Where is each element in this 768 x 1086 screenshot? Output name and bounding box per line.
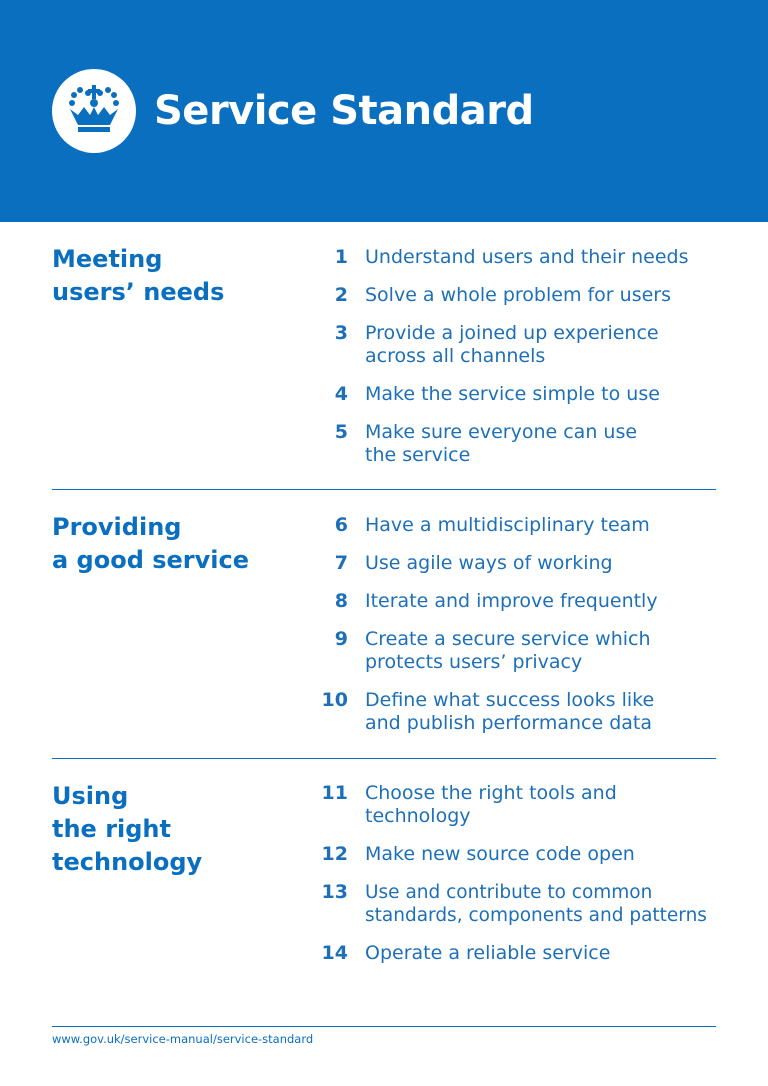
item-text: Make sure everyone can use the service (365, 421, 638, 466)
heading-line: Meeting (52, 245, 163, 273)
item-text: Solve a whole problem for users (365, 284, 671, 306)
item-text: Provide a joined up experience across all channels (365, 322, 659, 367)
item-number: 1 (334, 246, 348, 268)
divider (52, 489, 716, 490)
item-number: 2 (334, 284, 348, 306)
item-text: Understand users and their needs (365, 246, 689, 268)
item-number: 3 (334, 322, 348, 344)
heading-line: Using (52, 782, 129, 810)
item-number: 14 (321, 942, 348, 964)
standard-item (310, 628, 730, 674)
divider (52, 1026, 716, 1027)
standard-item (310, 881, 730, 927)
standard-item (310, 590, 730, 613)
crown-logo-icon (52, 69, 136, 153)
section-heading (52, 243, 282, 309)
heading-line: the right (52, 815, 171, 843)
heading-line: users’ needs (52, 278, 225, 306)
standard-item (310, 322, 730, 368)
standard-item (310, 284, 730, 307)
item-text: Make the service simple to use (365, 383, 660, 405)
item-text: Choose the right tools and technology (365, 782, 617, 827)
page-title: Service Standard (154, 88, 534, 134)
item-number: 10 (321, 689, 348, 711)
standard-item (310, 782, 730, 828)
item-text: Have a multidisciplinary team (365, 514, 650, 536)
standard-item (310, 942, 730, 965)
header-banner (0, 0, 768, 222)
section-heading (52, 511, 282, 577)
heading-line: a good service (52, 546, 250, 574)
heading-line: Providing (52, 513, 182, 541)
item-number: 9 (334, 628, 348, 650)
item-text: Make new source code open (365, 843, 635, 865)
footer-url[interactable]: www.gov.uk/service-manual/service-standard (52, 1032, 314, 1046)
item-number: 4 (334, 383, 348, 405)
item-text: Use agile ways of working (365, 552, 613, 574)
item-text: Iterate and improve frequently (365, 590, 658, 612)
item-number: 13 (321, 881, 348, 903)
item-number: 12 (321, 843, 348, 865)
item-number: 8 (334, 590, 348, 612)
item-text: Operate a reliable service (365, 942, 611, 964)
standard-item (310, 843, 730, 866)
item-number: 5 (334, 421, 348, 443)
item-number: 7 (334, 552, 348, 574)
item-text: Create a secure service which protects users’ privacy (365, 628, 651, 673)
item-number: 11 (321, 782, 348, 804)
divider (52, 758, 716, 759)
standard-item (310, 552, 730, 575)
item-text: Use and contribute to common standards, components and patterns (365, 882, 707, 926)
section-heading (52, 780, 282, 879)
heading-line: technology (52, 848, 203, 876)
item-text: Define what success looks like and publish performance data (365, 689, 655, 734)
standard-item (310, 689, 730, 735)
standard-item (310, 421, 730, 467)
standard-item (310, 514, 730, 537)
standard-item (310, 246, 730, 269)
item-number: 6 (334, 514, 348, 536)
standard-item (310, 383, 730, 406)
